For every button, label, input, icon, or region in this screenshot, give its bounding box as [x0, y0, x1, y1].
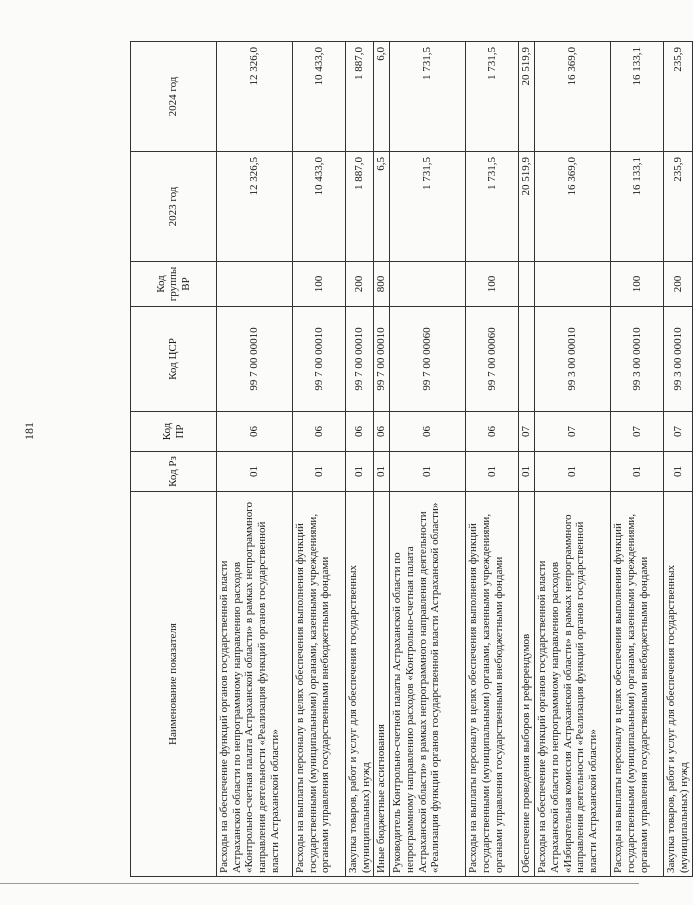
- row-vr: 200: [346, 262, 374, 307]
- row-rz: 01: [519, 452, 535, 492]
- table-row: [466, 42, 519, 877]
- row-2023: 10 433,0: [293, 152, 346, 262]
- table-row: [217, 42, 293, 877]
- row-rz: 01: [346, 452, 374, 492]
- row-2023: 16 369,0: [535, 152, 611, 262]
- row-2023: 20 519,9: [519, 152, 535, 262]
- table-row: [535, 42, 611, 877]
- row-2024: 1 731,5: [390, 42, 466, 152]
- row-vr: [217, 262, 293, 307]
- row-csr: 99 7 00 00010: [374, 307, 390, 412]
- row-2024: 6,0: [374, 42, 390, 152]
- row-pr: 06: [346, 412, 374, 452]
- row-csr: 99 3 00 00010: [535, 307, 611, 412]
- table-row: [346, 42, 374, 877]
- header-name: Наименование показателя: [131, 492, 217, 877]
- row-2024: 20 519,9: [519, 42, 535, 152]
- row-rz: 01: [217, 452, 293, 492]
- row-2023: 235,9: [664, 152, 692, 262]
- row-pr: 07: [535, 412, 611, 452]
- row-rz: 01: [374, 452, 390, 492]
- row-csr: 99 7 00 00010: [217, 307, 293, 412]
- row-2023: 16 133,1: [611, 152, 664, 262]
- row-vr: [390, 262, 466, 307]
- row-pr: 07: [611, 412, 664, 452]
- row-pr: 06: [293, 412, 346, 452]
- row-pr: 07: [664, 412, 692, 452]
- header-pr: Код ПР: [131, 412, 217, 452]
- row-2024: 1 731,5: [466, 42, 519, 152]
- table-row: [519, 42, 535, 877]
- row-csr: 99 3 00 00010: [664, 307, 692, 412]
- row-2023: 1 731,5: [466, 152, 519, 262]
- row-rz: 01: [390, 452, 466, 492]
- row-2024: 1 887,0: [346, 42, 374, 152]
- header-rz: Код Рз: [131, 452, 217, 492]
- row-pr: 06: [217, 412, 293, 452]
- page-number: 181: [22, 422, 36, 440]
- row-rz: 01: [611, 452, 664, 492]
- row-vr: 100: [293, 262, 346, 307]
- row-2024: 16 133,1: [611, 42, 664, 152]
- row-2024: 10 433,0: [293, 42, 346, 152]
- row-pr: 06: [390, 412, 466, 452]
- row-vr: 200: [664, 262, 692, 307]
- bottom-rule: [0, 883, 639, 884]
- row-vr: [519, 262, 535, 307]
- row-name: Иные бюджетные ассигнования: [374, 492, 390, 877]
- row-vr: 100: [611, 262, 664, 307]
- row-name: Расходы на выплаты персоналу в целях обеспечения выполнения функций государственными (муниципальными) органами, казенными учреждениями, органами управления государственными внебюджетными фондами: [611, 492, 664, 877]
- row-name: Руководитель Контрольно-счетной палаты Астраханской области по непрограммному направлению расходов «Контрольно-счетная палата Астраханской области» в рамках непрограммного направления деятельности «Реализация функций органов государственной власти Астраханской области»: [390, 492, 466, 877]
- rotated-page-content: [130, 42, 690, 877]
- row-2023: 1 887,0: [346, 152, 374, 262]
- row-csr: 99 7 00 00010: [293, 307, 346, 412]
- row-2024: 12 326,0: [217, 42, 293, 152]
- row-2023: 1 731,5: [390, 152, 466, 262]
- row-name: Расходы на обеспечение функций органов государственной власти Астраханской области по непрограммному направлению расходов «Контрольно-счетная палата Астраханской области» в рамках непрограммного направления деятельности «Реализация функций органов государственной власти Астраханской области»: [217, 492, 293, 877]
- row-rz: 01: [293, 452, 346, 492]
- row-csr: 99 7 00 00060: [466, 307, 519, 412]
- row-vr: 100: [466, 262, 519, 307]
- row-name: Расходы на выплаты персоналу в целях обеспечения выполнения функций государственными (муниципальными) органами, казенными учреждениями, органами управления государственными внебюджетными фондами: [466, 492, 519, 877]
- row-csr: 99 7 00 00060: [390, 307, 466, 412]
- row-name: Расходы на обеспечение функций органов государственной власти Астраханской области по непрограммному направлению расходов «Избирательная комиссия Астраханской области» в рамках непрограммного направления деятельности «Реализация функций органов государственной власти Астраханской области»: [535, 492, 611, 877]
- row-2024: 16 369,0: [535, 42, 611, 152]
- table-row: [293, 42, 346, 877]
- table-row: [611, 42, 664, 877]
- row-rz: 01: [466, 452, 519, 492]
- row-vr: [535, 262, 611, 307]
- header-2023: 2023 год: [131, 152, 217, 262]
- row-name: Расходы на выплаты персоналу в целях обеспечения выполнения функций государственными (муниципальными) органами, казенными учреждениями, органами управления государственными внебюджетными фондами: [293, 492, 346, 877]
- row-2023: 6,5: [374, 152, 390, 262]
- budget-table: [130, 41, 693, 877]
- row-pr: 06: [466, 412, 519, 452]
- row-csr: 99 3 00 00010: [611, 307, 664, 412]
- table-row: [664, 42, 692, 877]
- row-2023: 12 326,5: [217, 152, 293, 262]
- row-csr: [519, 307, 535, 412]
- row-vr: 800: [374, 262, 390, 307]
- header-vr: Код группы ВР: [131, 262, 217, 307]
- row-rz: 01: [535, 452, 611, 492]
- header-2024: 2024 год: [131, 42, 217, 152]
- row-csr: 99 7 00 00010: [346, 307, 374, 412]
- row-pr: 07: [519, 412, 535, 452]
- row-rz: 01: [664, 452, 692, 492]
- row-pr: 06: [374, 412, 390, 452]
- table-row: [390, 42, 466, 877]
- header-csr: Код ЦСР: [131, 307, 217, 412]
- row-name: Закупка товаров, работ и услуг для обеспечения государственных (муниципальных) нужд: [346, 492, 374, 877]
- row-2024: 235,9: [664, 42, 692, 152]
- row-name: Закупка товаров, работ и услуг для обеспечения государственных (муниципальных) нужд: [664, 492, 692, 877]
- table-header-row: [131, 42, 217, 877]
- row-name: Обеспечение проведения выборов и референдумов: [519, 492, 535, 877]
- table-row: [374, 42, 390, 877]
